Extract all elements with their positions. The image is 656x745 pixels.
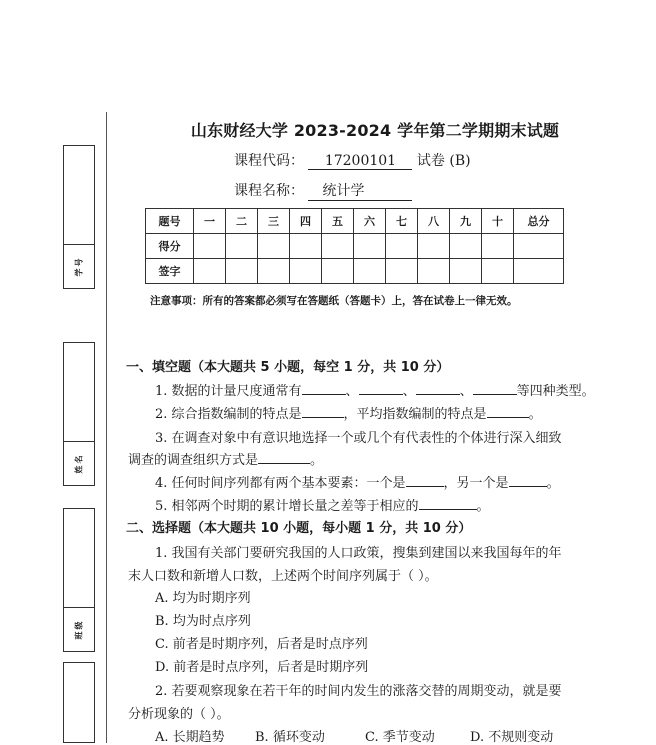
s2q2-option-a: A. 长期趋势	[155, 730, 225, 745]
s2-question-2-line2: 分析现象的（ ）。	[128, 707, 230, 722]
score-header-cell: 题号	[146, 209, 194, 234]
s1q2-text-b: ，平均指数编制的特点是	[343, 407, 487, 422]
course-code-value: 17200101	[308, 153, 412, 170]
signature-cell	[450, 259, 482, 284]
signature-row	[146, 259, 564, 284]
paper-version: 试卷 (B)	[416, 153, 471, 169]
student-id-label: 学号	[74, 256, 84, 277]
s1q5-end: 。	[476, 499, 490, 514]
course-name-value: 统计学	[308, 180, 412, 201]
score-row	[146, 234, 564, 259]
answer-blank	[359, 382, 403, 395]
college-box	[63, 662, 95, 743]
s2q2-option-b: B. 循环变动	[255, 730, 325, 745]
s2q2-option-c: C. 季节变动	[365, 730, 435, 745]
score-row-label: 得分	[146, 234, 194, 259]
name-label: 姓名	[74, 453, 84, 474]
s1q5-text: 5. 相邻两个时期的累计增长量之差等于相应的	[155, 499, 419, 514]
score-cell	[354, 234, 386, 259]
score-cell	[226, 234, 258, 259]
score-header-cell: 四	[290, 209, 322, 234]
s2q1-option-d: D. 前者是时点序列，后者是时期序列	[155, 660, 369, 675]
score-header-cell: 六	[354, 209, 386, 234]
score-header-cell: 总分	[514, 209, 564, 234]
section2-heading: 二、选择题（本大题共 10 小题，每小题 1 分，共 10 分）	[126, 521, 472, 536]
signature-cell	[290, 259, 322, 284]
s1-question-5	[155, 495, 490, 514]
s1q3-text: 调查的调查组织方式是	[128, 453, 259, 468]
score-table	[145, 208, 564, 284]
course-name-label: 课程名称：	[234, 183, 304, 199]
score-cell	[322, 234, 354, 259]
score-header-cell: 七	[386, 209, 418, 234]
s2q1-option-b: B. 均为时点序列	[155, 614, 251, 629]
s1q4-end: 。	[546, 476, 560, 491]
s2q2-option-d: D. 不规则变动	[470, 730, 554, 745]
s1-question-4	[155, 472, 560, 491]
s2-question-2-line1: 2. 若要观察现象在若干年的时间内发生的涨落交替的周期变动，就是要	[155, 684, 562, 699]
s2-question-1-line2: 末人口数和新增人口数，上述两个时间序列属于（ ）。	[128, 569, 438, 584]
signature-cell	[322, 259, 354, 284]
score-cell	[386, 234, 418, 259]
course-name-line	[234, 180, 412, 201]
score-header-cell: 二	[226, 209, 258, 234]
signature-row-label: 签字	[146, 259, 194, 284]
s2-question-1-line1: 1. 我国有关部门要研究我国的人口政策，搜集到建国以来我国每年的年	[155, 546, 562, 561]
s1-question-3-line1: 3. 在调查对象中有意识地选择一个或几个有代表性的个体进行深入细致	[155, 431, 562, 446]
answer-blank	[302, 405, 344, 418]
separator: 、	[459, 384, 473, 399]
s2q1-option-a: A. 均为时期序列	[155, 591, 251, 606]
score-table-header-row	[146, 209, 564, 234]
section1-heading: 一、填空题（本大题共 5 小题，每空 1 分，共 10 分）	[126, 360, 450, 375]
course-code-line	[234, 150, 471, 170]
answer-blank	[416, 382, 460, 395]
score-cell	[194, 234, 226, 259]
course-code-label: 课程代码：	[234, 153, 304, 169]
s2q1-option-c: C. 前者是时期序列，后者是时点序列	[155, 637, 368, 652]
s1q4-text: 4. 任何时间序列都有两个基本要素：一个是	[155, 476, 406, 491]
signature-cell	[194, 259, 226, 284]
name-box	[63, 342, 95, 442]
answer-blank	[473, 382, 517, 395]
score-header-cell: 十	[482, 209, 514, 234]
score-cell	[258, 234, 290, 259]
s1-question-3-line2	[128, 449, 323, 468]
signature-cell	[482, 259, 514, 284]
answer-blank	[509, 474, 547, 487]
s1-question-2	[155, 403, 542, 422]
s1q1-text: 1. 数据的计量尺度通常有	[155, 384, 302, 399]
answer-blank	[258, 451, 310, 464]
class-box	[63, 508, 95, 608]
class-label-cell	[63, 608, 95, 652]
signature-cell	[386, 259, 418, 284]
score-header-cell: 一	[194, 209, 226, 234]
student-id-label-cell	[63, 245, 95, 289]
score-cell	[290, 234, 322, 259]
answer-blank	[302, 382, 346, 395]
student-id-box	[63, 145, 95, 245]
signature-cell	[354, 259, 386, 284]
score-header-cell: 三	[258, 209, 290, 234]
exam-title: 山东财经大学 2023-2024 学年第二学期期末试题	[190, 121, 560, 140]
s1q2-end: 。	[528, 407, 542, 422]
score-header-cell: 九	[450, 209, 482, 234]
answer-blank	[487, 405, 529, 418]
binding-line	[106, 112, 107, 743]
answer-blank	[419, 497, 477, 510]
s1q3-end: 。	[310, 453, 324, 468]
signature-cell	[226, 259, 258, 284]
s1-question-1	[155, 380, 595, 399]
s1q4-text-b: ，另一个是	[443, 476, 509, 491]
score-header-cell: 八	[418, 209, 450, 234]
answer-blank	[406, 474, 444, 487]
score-cell	[514, 234, 564, 259]
s1q2-text: 2. 综合指数编制的特点是	[155, 407, 302, 422]
score-cell	[482, 234, 514, 259]
separator: 、	[345, 384, 359, 399]
score-cell	[418, 234, 450, 259]
separator: 、	[402, 384, 416, 399]
s1q1-end: 等四种类型。	[516, 384, 595, 399]
name-label-cell	[63, 442, 95, 486]
score-cell	[450, 234, 482, 259]
class-label: 班级	[74, 619, 84, 640]
score-header-cell: 五	[322, 209, 354, 234]
signature-cell	[514, 259, 564, 284]
signature-cell	[418, 259, 450, 284]
signature-cell	[258, 259, 290, 284]
exam-notice: 注意事项：所有的答案都必须写在答题纸（答题卡）上，答在试卷上一律无效。	[150, 295, 518, 307]
